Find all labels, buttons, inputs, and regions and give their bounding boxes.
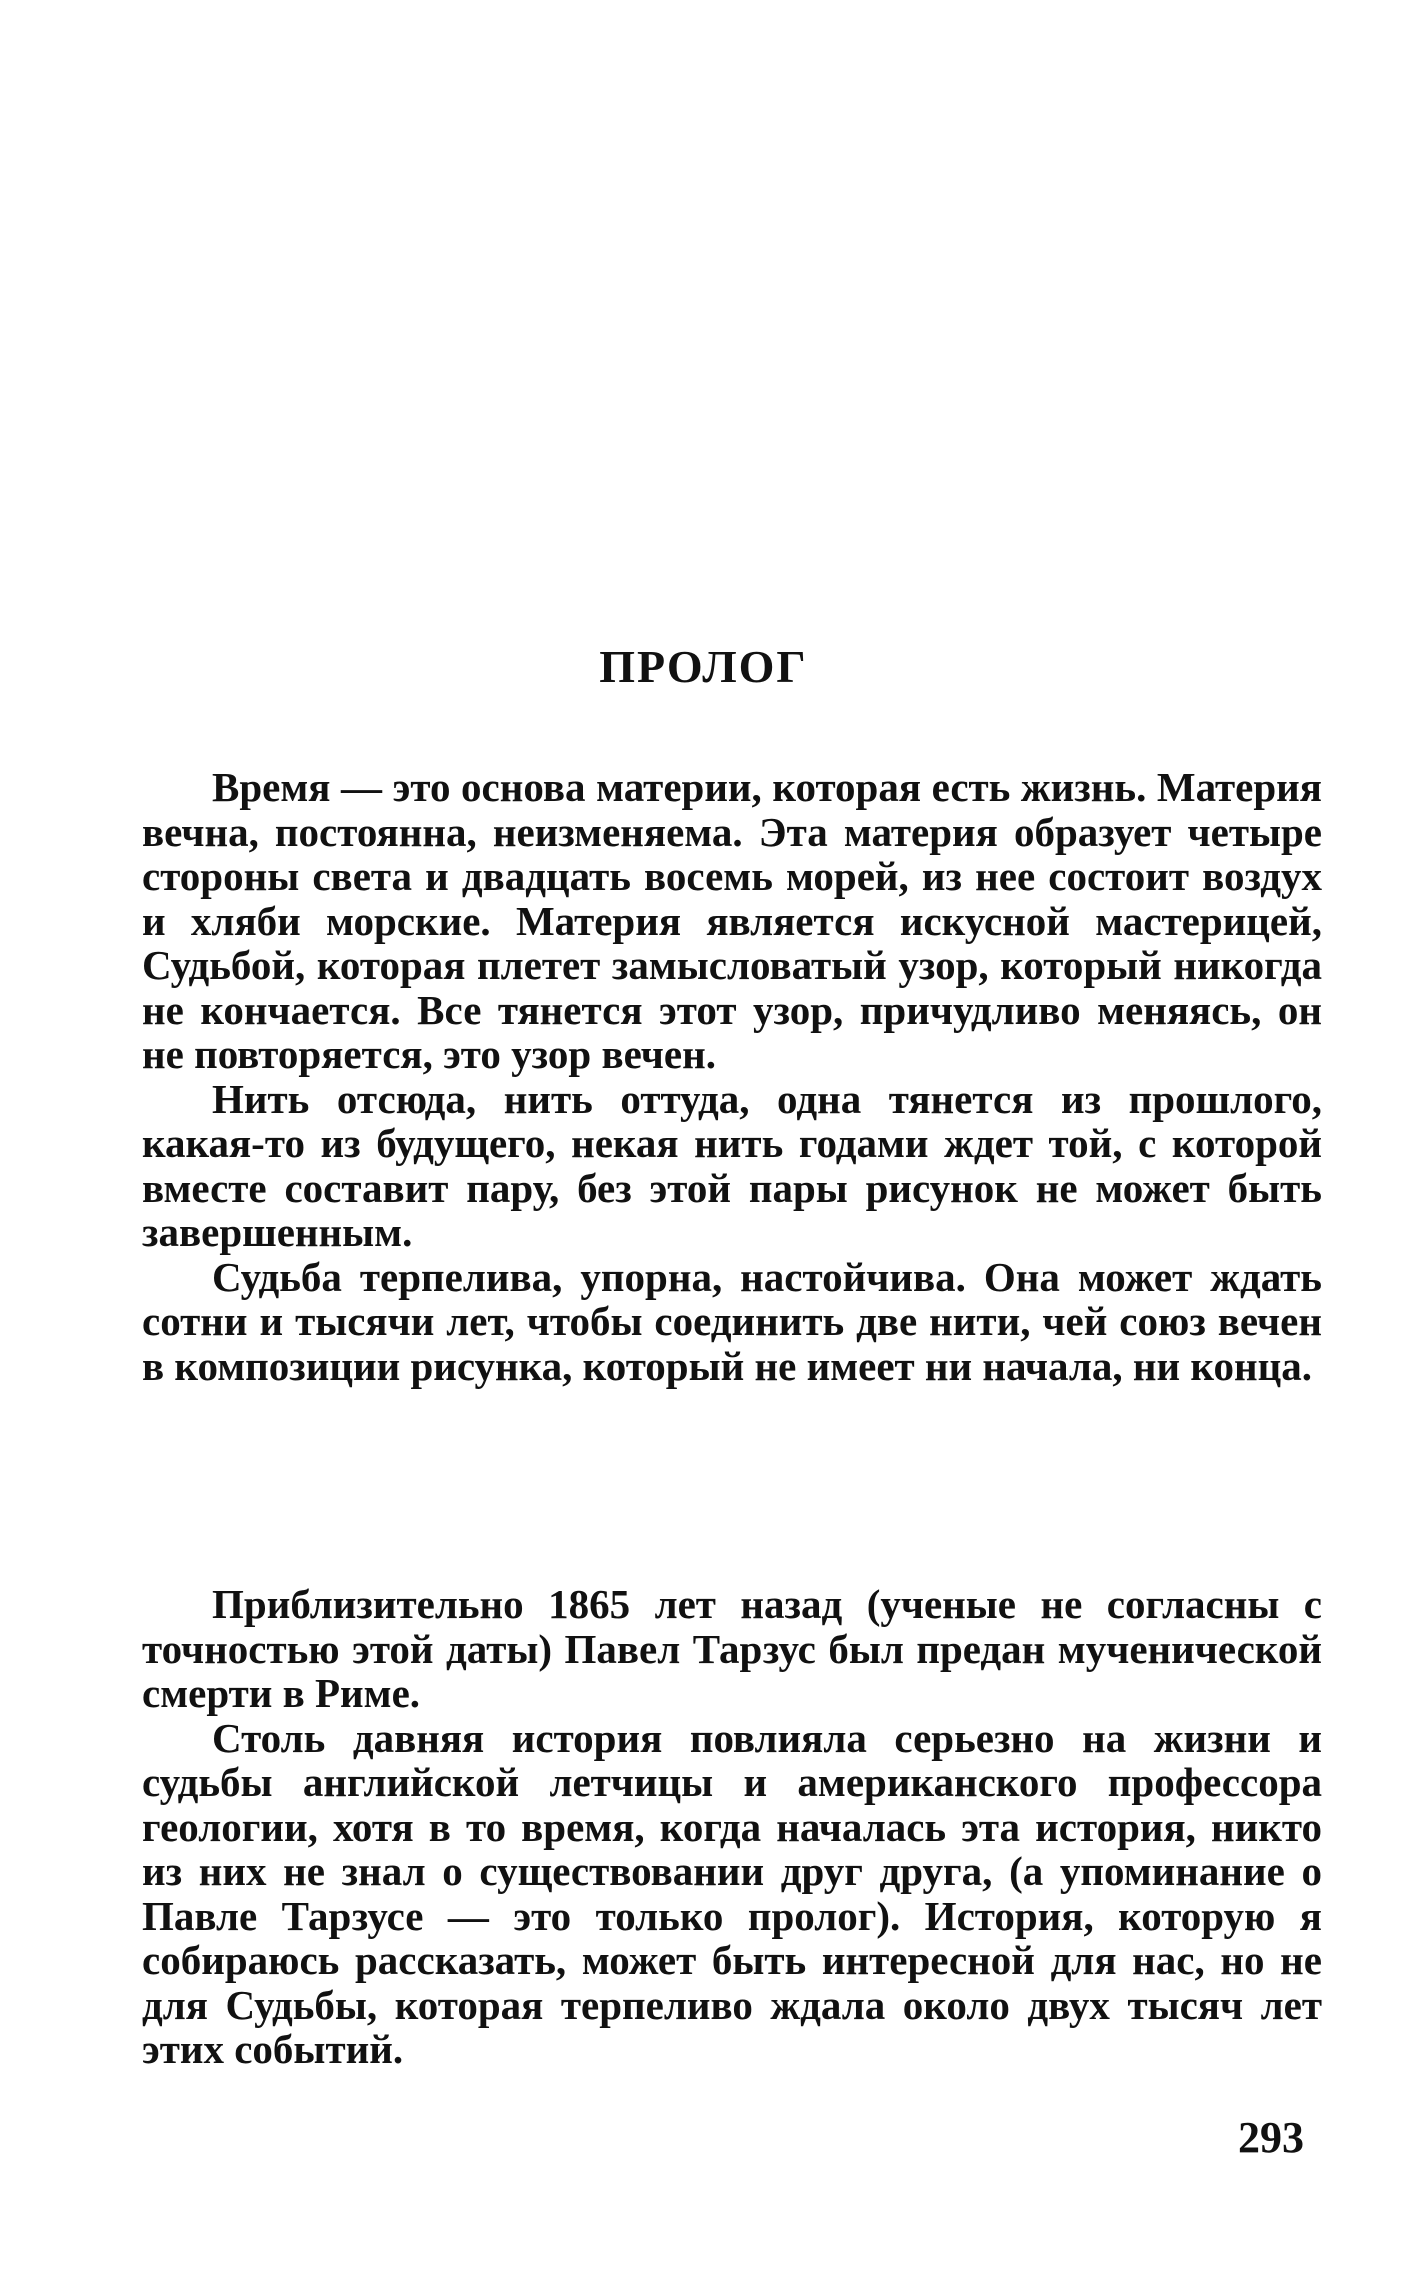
- chapter-title: ПРОЛОГ: [599, 641, 808, 692]
- paragraph: Время — это основа материи, которая есть жизнь. Материя вечна, постоянна, неизменяема. Эта материя образует четыре стороны света и двадцать восемь морей, из нее состоит воздух и хляби морские. Материя является искусной мастерицей, Судьбой, которая плетет замысловатый узор, который никогда не кончается. Все тянется этот узор, причудливо меняясь, он не повторяется, это узор вечен.: [142, 764, 1322, 1077]
- narrative-text: [142, 1582, 1322, 2072]
- paragraph: Приблизительно 1865 лет назад (ученые не согласны с точностью этой даты) Павел Тарзус был предан мученической смерти в Риме.: [142, 1581, 1322, 1716]
- page-number: 293: [1238, 2113, 1304, 2162]
- prologue-text: [142, 765, 1322, 1388]
- paragraph: Столь давняя история повлияла серьезно на жизни и судьбы английской летчицы и американского профессора геологии, хотя в то время, когда началась эта история, никто из них не знал о существовании друг друга, (а упоминание о Павле Тарзусе — это только пролог). История, которую я собираюсь рассказать, может быть интересной для нас, но не для Судьбы, которая терпеливо ждала около двух тысяч лет этих событий.: [142, 1714, 1322, 2072]
- paragraph: Нить отсюда, нить оттуда, одна тянется из прошлого, какая-то из будущего, некая нить годами ждет той, с которой вместе составит пару, без этой пары рисунок не может быть завершенным.: [142, 1075, 1322, 1255]
- paragraph: Судьба терпелива, упорна, настойчива. Она может ждать сотни и тысячи лет, чтобы соединить две нити, чей союз вечен в композиции рисунка, который не имеет ни начала, ни конца.: [142, 1253, 1322, 1389]
